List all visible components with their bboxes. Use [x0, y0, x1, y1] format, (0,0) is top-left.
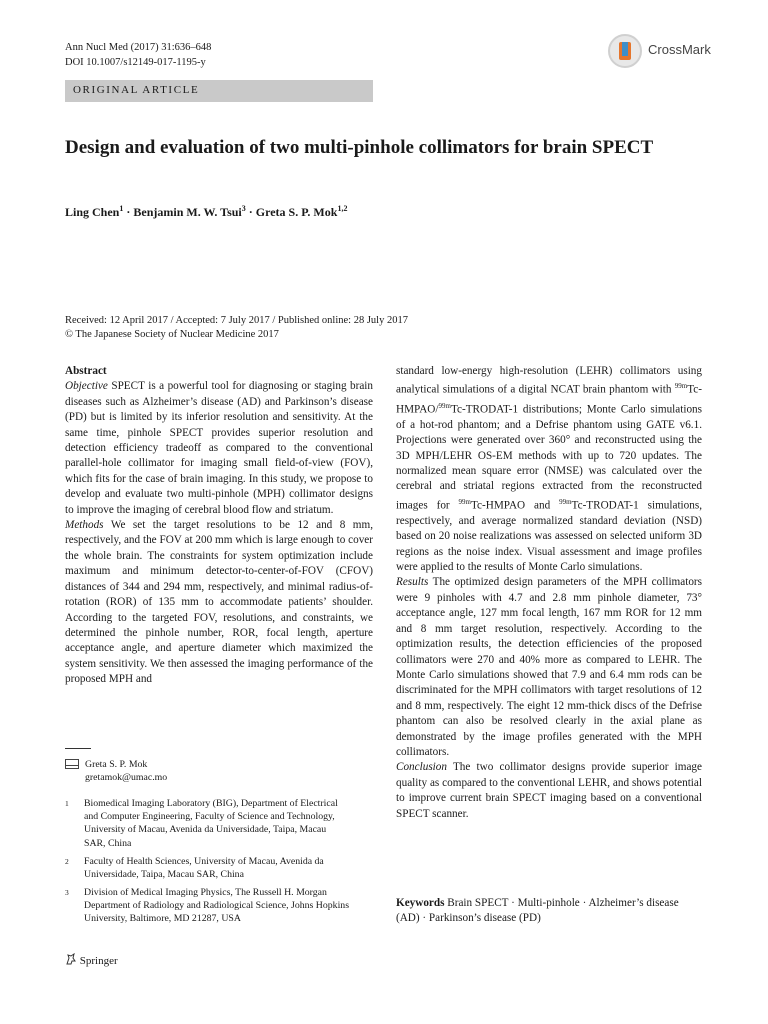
- isotope-sup: 99m: [559, 497, 572, 506]
- methods-continued: [396, 364, 702, 575]
- author-affiliation-sup: 3: [241, 204, 246, 213]
- publication-dates: [65, 314, 408, 342]
- crossmark-logo[interactable]: [608, 34, 728, 74]
- publisher-footer: [65, 953, 118, 967]
- methods-text: standard low-energy high-resolution (LEHR) collimators using analytical simulations of a digital NCAT brain phantom with: [396, 365, 702, 397]
- author-name[interactable]: Greta S. P. Mok: [255, 205, 338, 219]
- conclusion-paragraph: [396, 760, 702, 822]
- abstract-column-right: [396, 364, 702, 822]
- results-label: Results: [396, 576, 429, 589]
- abstract-column-left: [65, 364, 373, 688]
- isotope-sup: 99m: [438, 401, 451, 410]
- affiliation-number: 3: [65, 888, 69, 897]
- article-type-badge: [65, 80, 373, 102]
- methods-label: Methods: [65, 519, 104, 532]
- envelope-icon: [65, 759, 79, 769]
- keywords-text: Brain SPECT · Multi-pinhole · Alzheimer’s disease (AD) · Parkinson’s disease (PD): [396, 897, 679, 925]
- methods-text: We set the target resolutions to be 12 and 8 mm, respectively, and the FOV at 200 mm which is large enough to cover the whole brain. The constraints for system optimization include maximum and minimum detector-to-center-of-FOV (CFOV) distances of 344 and 294 mm, respectively, and minimal radius-of-rotation (ROR) of 135 mm to accommodate patients’ shoulder. According to the targeted FOV, resolutions, and constraints, we determined the pinhole number, ROR, focal length, aperture acceptance angle, and aperture diameter which maximized the system sensitivity. We then assessed the imaging performance of the proposed MPH and: [65, 519, 373, 686]
- keywords-label: Keywords: [396, 897, 445, 909]
- correspondence-email[interactable]: gretamok@umac.mo: [85, 772, 168, 784]
- affiliation-text: Division of Medical Imaging Physics, The Russell H. Morgan Department of Radiology and Radiological Science, Johns Hopkins University, Baltimore, MD 21287, USA: [84, 887, 350, 925]
- author-affiliation-sup: 1,2: [337, 204, 348, 213]
- results-paragraph: [396, 575, 702, 760]
- affiliation-text: Biomedical Imaging Laboratory (BIG), Department of Electrical and Computer Engineering, Faculty of Science and Technology, University of Macau, Avenida da Universidade, Taipa, Macau SAR, China: [84, 798, 338, 849]
- dates-line: Received: 12 April 2017 / Accepted: 7 July 2017 / Published online: 28 July 2017: [65, 315, 408, 326]
- paper-title: Design and evaluation of two multi-pinhole collimators for brain SPECT: [65, 137, 654, 158]
- isotope-sup: 99m: [674, 382, 688, 391]
- footnote-divider: [65, 748, 91, 749]
- journal-header: [65, 40, 211, 70]
- crossmark-icon: [608, 34, 642, 68]
- author-affiliation-sup: 1: [119, 204, 124, 213]
- affiliation-number: 1: [65, 799, 69, 808]
- doi[interactable]: DOI 10.1007/s12149-017-1195-y: [65, 57, 206, 68]
- affiliations: [65, 797, 365, 927]
- methods-text: Tc-TRODAT-1 simulations, respectively, and average normalized standard deviation (NSD) based on 20 noise realizations was assessed on selected uniform 3D regions as the noise index. Visual assessment and image profiles were applied to the results of Monte Carlo simulations.: [396, 499, 702, 574]
- affiliation-number: 2: [65, 857, 69, 866]
- objective-label: Objective: [65, 380, 108, 393]
- methods-text: Tc-HMPAO and: [471, 499, 560, 512]
- author-list: Ling Chen$^1$ · Benjamin M. W. Tsui$^3$ · Greta S. P. Mok$^{1,2}$: [65, 204, 348, 219]
- methods-text: Tc-HMPAO/: [396, 384, 702, 416]
- correspondence: [85, 758, 167, 784]
- methods-text: Tc-TRODAT-1 distributions; Monte Carlo simulations of a hot-rod phantom; and a Defrise phantom using GATE v6.1. Projections were generated over 360° and reconstructed using the 3D MPH/LEHR OS-EM methods with up to 720 updates. The normalized mean square error (NMSE) was calculated over the cerebral and striatal regions extracted from the reconstructed images for: [396, 403, 702, 512]
- isotope-sup: 99m: [458, 497, 471, 506]
- conclusion-text: The two collimator designs provide superior image quality as compared to the conventional LEHR, and shows potential to improve current brain SPECT imaging based on a conventional SPECT scanner.: [396, 761, 702, 820]
- abstract-heading: Abstract: [65, 365, 107, 377]
- affiliation-text: Faculty of Health Sciences, University of Macau, Avenida da Universidade, Taipa, Macau SAR, China: [84, 856, 324, 881]
- methods-paragraph: [65, 518, 373, 687]
- author-name[interactable]: Benjamin M. W. Tsui: [133, 205, 242, 219]
- copyright-line: © The Japanese Society of Nuclear Medicine 2017: [65, 329, 279, 340]
- keywords: [396, 896, 702, 927]
- conclusion-label: Conclusion: [396, 761, 447, 774]
- objective-text: SPECT is a powerful tool for diagnosing or staging brain diseases such as Alzheimer’s disease (AD) and Parkinson’s disease (PD) but is limited by its inferior resolution and sensitivity. At the same time, pinhole SPECT provides superior resolution and detection efficiency tradeoff as compared to the conventional parallel-hole collimator for imaging small field-of-view (FOV), which fits for the case of brain imaging. In this study, we propose to develop and evaluate two multi-pinhole (MPH) collimator designs to improve the imaging of cerebral blood flow and striatum.: [65, 380, 374, 516]
- publisher-name: Springer: [79, 955, 118, 967]
- article-type-label: ORIGINAL ARTICLE: [73, 84, 200, 96]
- correspondence-name: Greta S. P. Mok: [85, 759, 148, 770]
- author-name[interactable]: Ling Chen: [65, 205, 120, 219]
- crossmark-label: CrossMark: [648, 42, 711, 57]
- springer-horse-icon: [65, 953, 77, 965]
- objective-paragraph: [65, 379, 373, 518]
- results-text: The optimized design parameters of the MPH collimators were 9 pinholes with 4.7 and 2.8 mm pinhole diameter, 73° acceptance angle, 127 mm focal length, 167 mm ROR for 12 mm and 8 mm target resolution, respectively. According to the optimization results, the detection efficiencies of the proposed collimators were 270 and 40% more as compared to LEHR. The Monte Carlo simulations showed that 7.9 and 6.4 mm rods can be discriminated for the MPH collimators with target resolutions of 12 and 8 mm, respectively. The eight 12 mm-thick discs of the Defrise phantom can also be resolved clearly in the axial plane as demonstrated by the image profiles generated with the MPH collimators.: [396, 576, 702, 758]
- journal-citation: Ann Nucl Med (2017) 31:636–648: [65, 42, 212, 53]
